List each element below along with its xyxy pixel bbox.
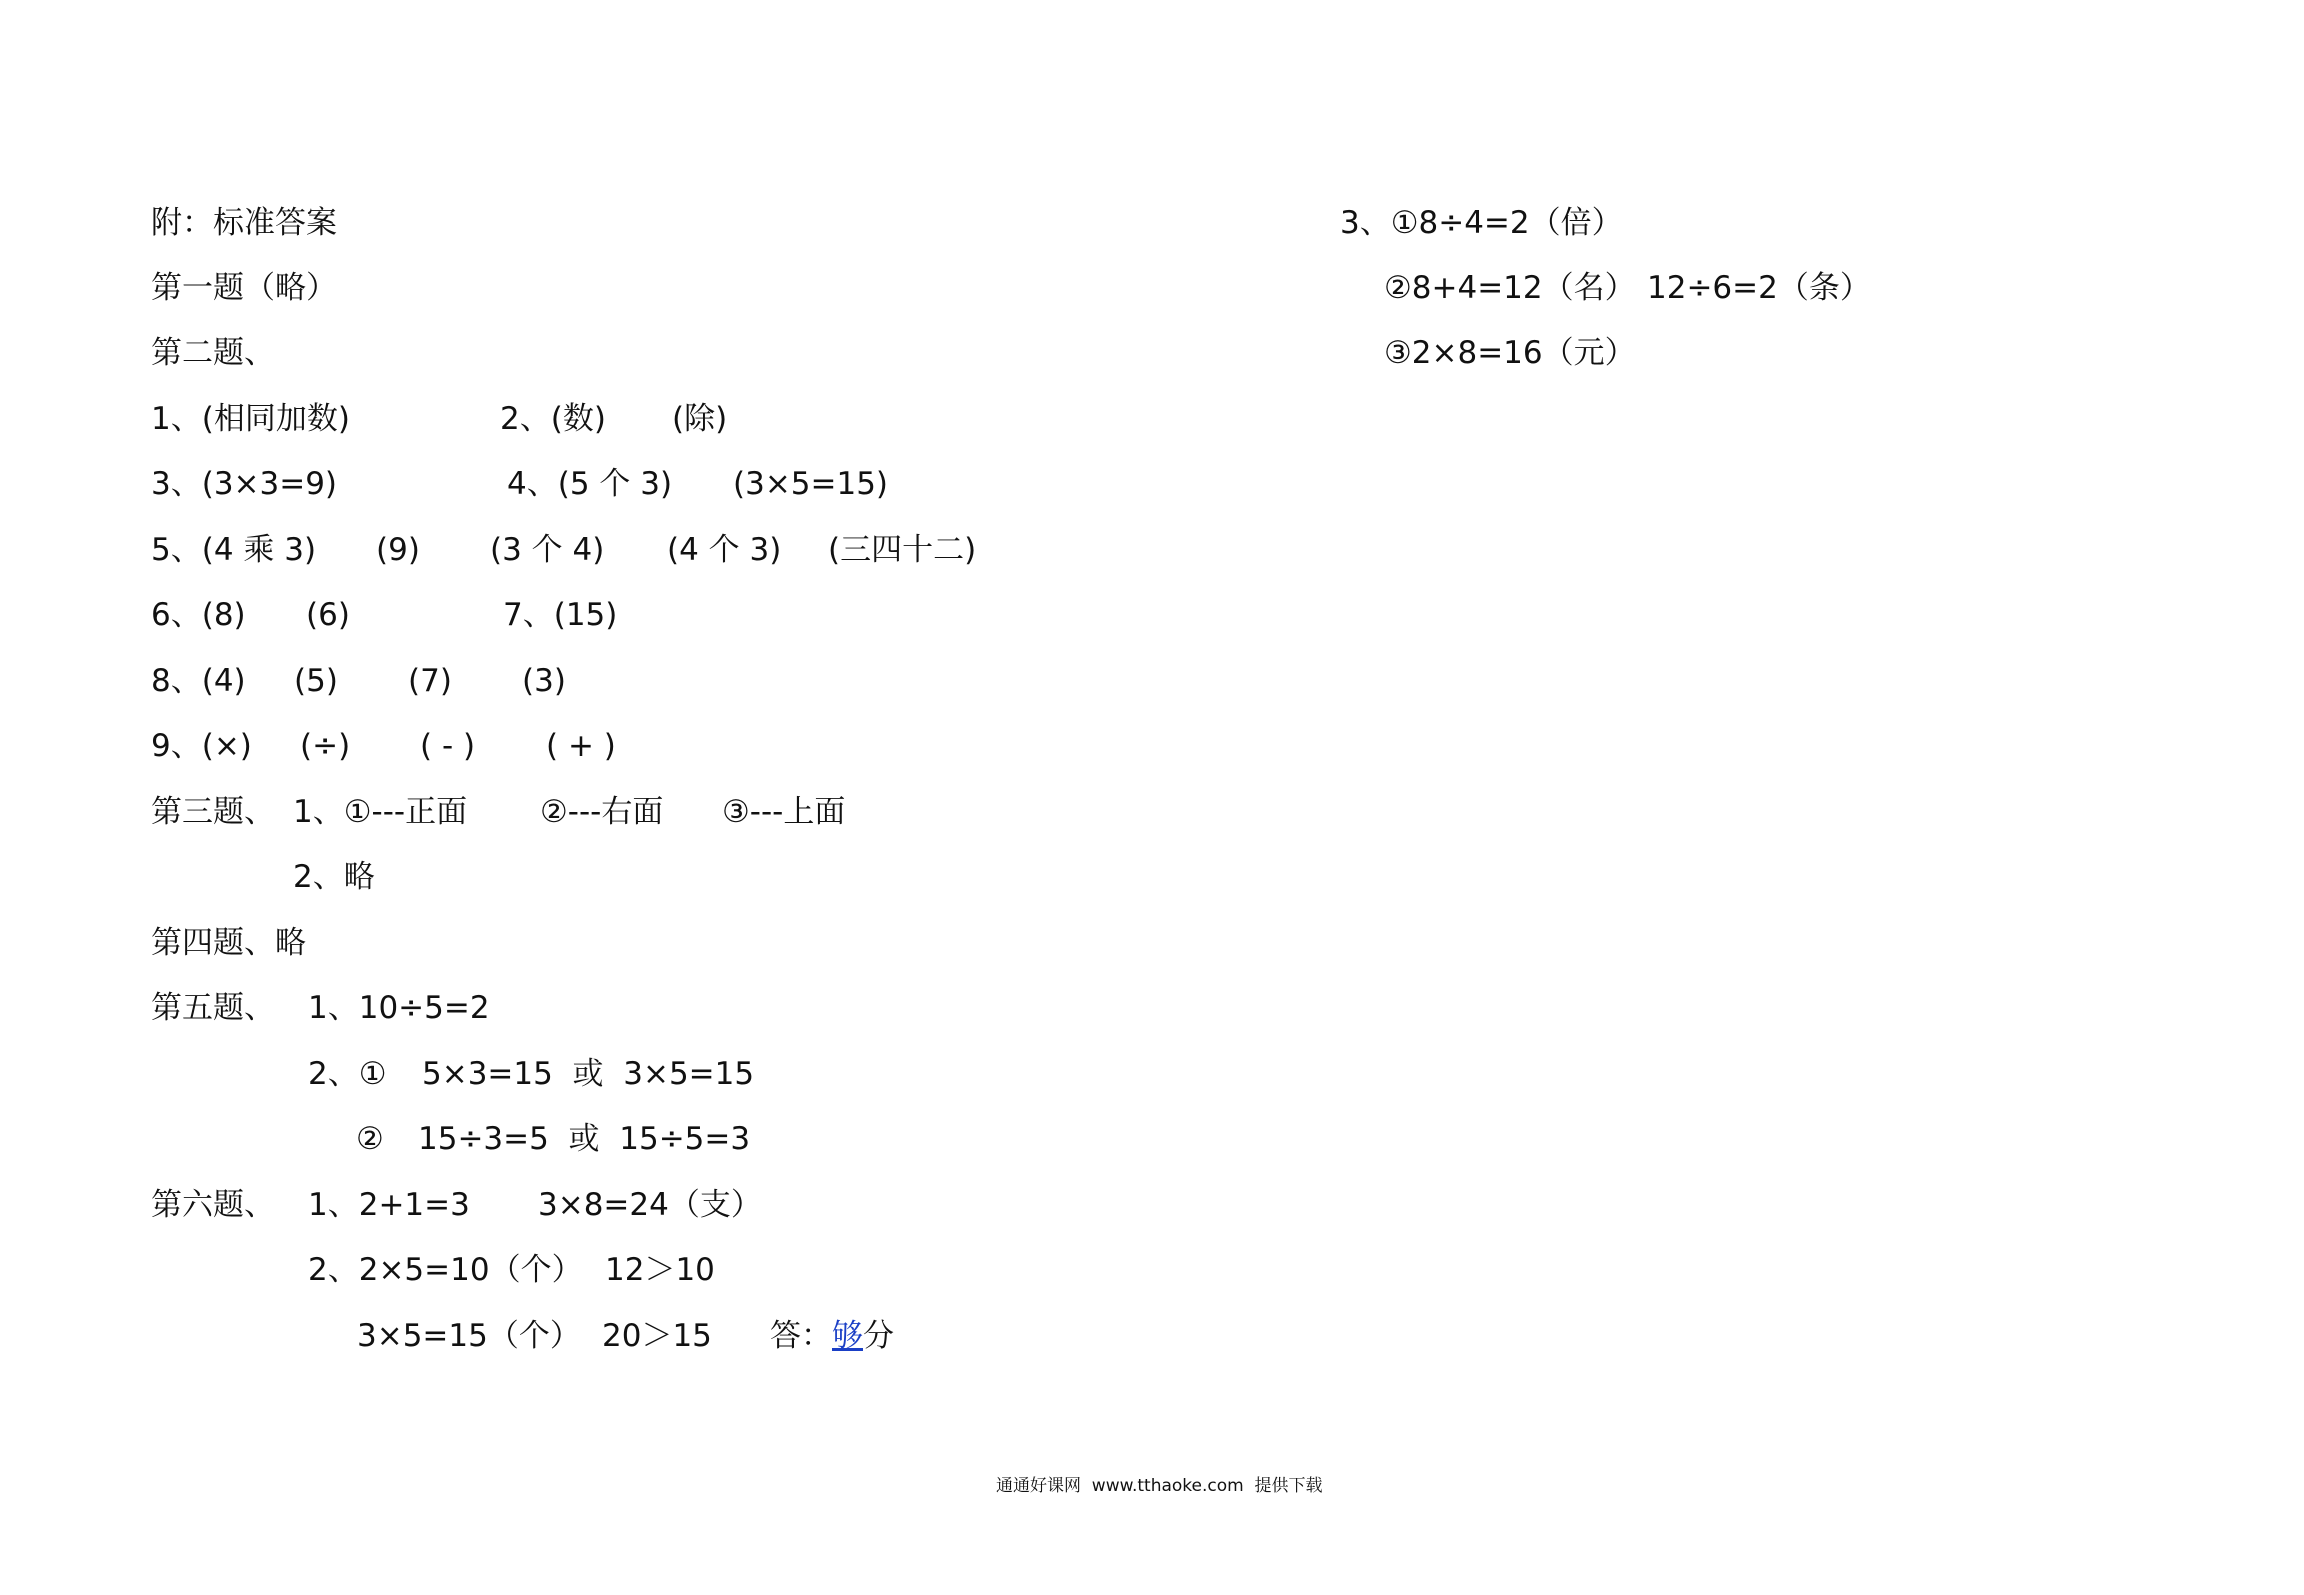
q6-item-2: 2、2×5=10（个） — [308, 1252, 583, 1288]
q2-item-8b: (5) — [294, 663, 338, 699]
q2-item-5d: (4 个 3) — [667, 532, 782, 568]
q6-answer-tail: 分 — [863, 1318, 894, 1354]
q6-item-1: 1、2+1=3 — [308, 1187, 470, 1223]
q2-item-9b: (÷) — [300, 728, 351, 764]
q2-item-4: 4、(5 个 3) — [507, 466, 673, 502]
q2-item-5e: (三四十二) — [828, 532, 977, 568]
q5-item-3: ② — [356, 1121, 384, 1157]
q6-item-1b: 3×8=24（支） — [538, 1187, 762, 1223]
q2-item-5b: (9) — [376, 532, 420, 568]
q2-item-7: 7、(15) — [503, 597, 618, 633]
q5-item-2-eq: 5×3=15 或 3×5=15 — [422, 1056, 755, 1092]
q2-item-3: 3、(3×3=9) — [151, 466, 338, 502]
q2-item-6b: (6) — [306, 597, 350, 633]
page-footer: 通通好课网 www.tthaoke.com 提供下载 — [996, 1476, 1323, 1496]
q3-item-1: 1、①---正面 — [293, 794, 468, 830]
q6-item-2b: 12＞10 — [605, 1252, 715, 1288]
right-item-2: ②8+4=12（名） — [1384, 270, 1636, 306]
q2-item-5c: (3 个 4) — [490, 532, 605, 568]
q3-item-4: 2、略 — [293, 859, 375, 895]
q5-item-3-eq: 15÷3=5 或 15÷5=3 — [418, 1121, 751, 1157]
q2-item-1: 1、(相同加数) — [151, 401, 350, 437]
right-item-2b: 12÷6=2（条） — [1647, 270, 1871, 306]
right-item-3: ③2×8=16（元） — [1384, 335, 1636, 371]
q6-item-3: 3×5=15（个） — [357, 1318, 581, 1354]
q6-answer-link[interactable]: 够 — [832, 1318, 863, 1354]
question-1: 第一题（略） — [151, 270, 337, 306]
question-2: 第二题、 — [151, 335, 275, 371]
q2-item-9c: ( - ) — [420, 728, 476, 764]
q2-item-2b: (除) — [672, 401, 728, 437]
q2-item-8c: (7) — [408, 663, 452, 699]
q2-item-8: 8、(4) — [151, 663, 246, 699]
question-6: 第六题、 — [151, 1187, 275, 1223]
q3-item-2: ②---右面 — [540, 794, 664, 830]
q2-item-2: 2、(数) — [500, 401, 606, 437]
q5-item-1: 1、10÷5=2 — [308, 990, 490, 1026]
q2-item-4b: (3×5=15) — [733, 466, 889, 502]
q3-item-3: ③---上面 — [722, 794, 846, 830]
question-5: 第五题、 — [151, 990, 275, 1026]
q2-item-9d: ( + ) — [546, 728, 616, 764]
right-item-1: 3、①8÷4=2（倍） — [1340, 205, 1623, 241]
question-4: 第四题、略 — [151, 925, 306, 961]
q2-item-6: 6、(8) — [151, 597, 246, 633]
q2-item-9: 9、(×) — [151, 728, 252, 764]
q6-answer — [770, 1316, 894, 1356]
question-3: 第三题、 — [151, 794, 275, 830]
q2-item-5: 5、(4 乘 3) — [151, 532, 317, 568]
q2-item-8d: (3) — [522, 663, 566, 699]
q6-item-3b: 20＞15 — [602, 1318, 712, 1354]
q5-item-2: 2、① — [308, 1056, 387, 1092]
answer-heading: 附：标准答案 — [151, 205, 337, 241]
q6-answer-label: 答： — [770, 1318, 832, 1354]
